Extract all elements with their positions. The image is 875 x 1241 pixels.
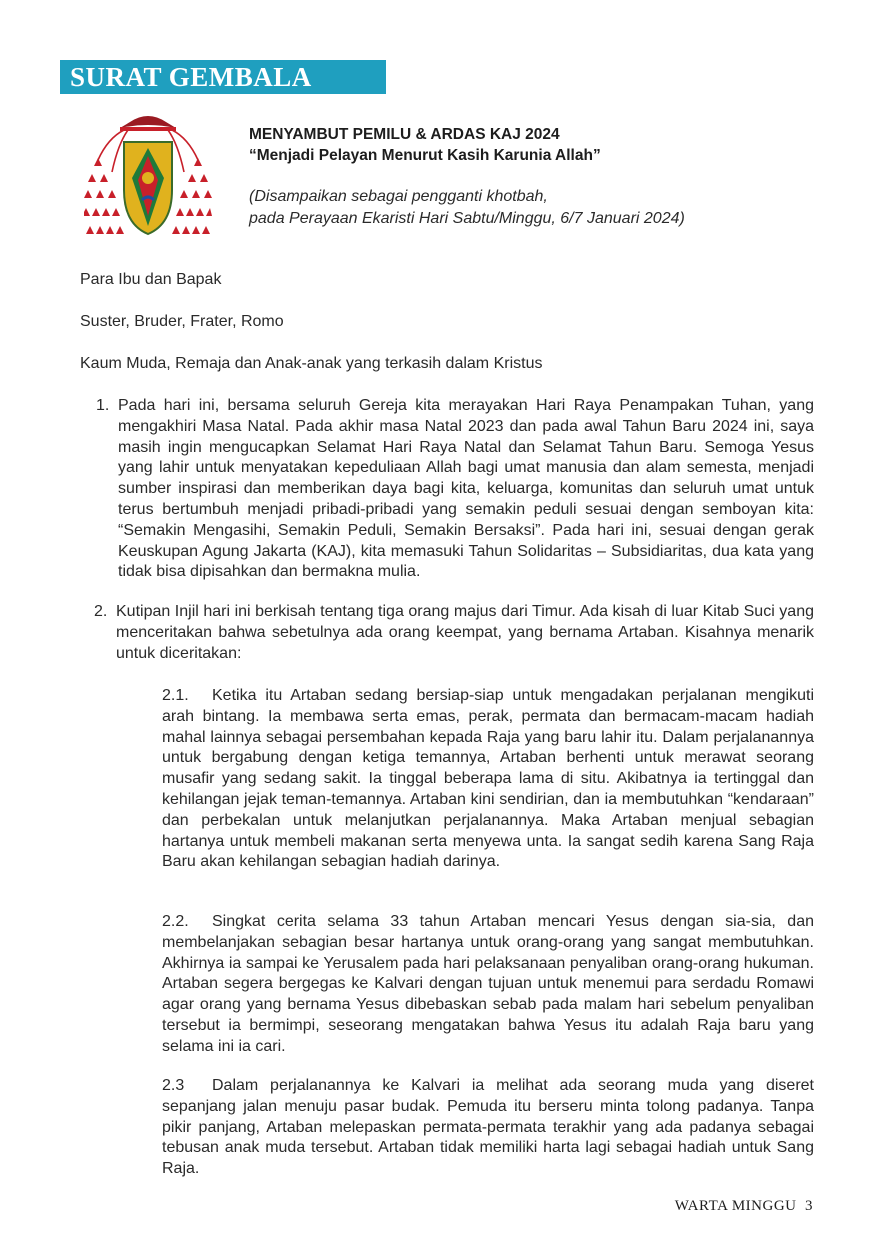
section-banner — [60, 60, 386, 94]
subpoint-text: Ketika itu Artaban sedang bersiap-siap untuk mengadakan perjalanan mengikuti arah bintang. Ia membawa serta emas, perak, permata dan bermacam-macam hadiah mahal lainnya sebagai persembahan kepada Raja yang baru lahir itu. Dalam perjalanannya untuk bergabung dengan ketiga temannya, Artaban berhenti untuk merawat seorang musafir yang sedang sakit. Ia tinggal beberapa lama di situ. Akibatnya ia tertinggal dan kehilangan jejak teman-temannya. Artaban kini sendirian, dan ia membutuhkan “kendaraan” dan perbekalan untuk melanjutkan perjalanannya. Maka Artaban menjual sebagian hartanya untuk membeli makanan serta menyewa unta. Ia sangat sedih karena Sang Raja Baru akan kehilangan sebagian hadiah darinya. — [162, 687, 814, 871]
subpoint-2-1 — [162, 686, 814, 873]
point-number: 2. — [94, 603, 108, 620]
greeting-1: Para Ibu dan Bapak — [80, 271, 222, 288]
page-number: 3 — [805, 1198, 813, 1214]
subpoint-text: Dalam perjalanannya ke Kalvari ia melihat ada seorang muda yang diseret sepanjang jalan menuju pasar budak. Pemuda itu berseru minta tolong padanya. Tanpa pikir panjang, Artaban melepaskan permata-permata terakhir yang ada padanya sebagai tebusan anak muda tersebut. Artaban tidak memiliki harta lagi sebagai hadiah untuk Sang Raja. — [162, 1077, 814, 1178]
point-1 — [96, 396, 814, 583]
point-number: 1. — [96, 397, 110, 414]
section-title: SURAT GEMBALA — [70, 62, 312, 92]
subpoint-2-3 — [162, 1076, 814, 1180]
subpoint-2-2 — [162, 912, 814, 1058]
point-text: Pada hari ini, bersama seluruh Gereja kita merayakan Hari Raya Penampakan Tuhan, yang mengakhiri Masa Natal. Pada akhir masa Natal 2023 dan pada awal Tahun Baru 2024 ini, saya masih ingin mengucapkan Selamat Hari Raya Natal dan Selamat Tahun Baru. Semoga Yesus yang lahir untuk menyatakan kepeduliaan Allah bagi umat manusia dan alam semesta, menjadi sumber inspirasi dan memberikan daya bagi kita, keluarga, komunitas dan seluruh umat untuk terus bertumbuh menjadi pribadi-pribadi yang semakin peduli sesuai dengan semboyan kita: “Semakin Mengasihi, Semakin Peduli, Semakin Bersaksi”. Pada hari ini, sesuai dengan gerak Keuskupan Agung Jakarta (KAJ), kita memasuki Tahun Solidaritas – Subsidiaritas, dua kata yang tidak bisa dipisahkan dan bermakna mulia. — [118, 397, 814, 581]
header-note-line2: pada Perayaan Ekaristi Hari Sabtu/Minggu, 6/7 Januari 2024) — [249, 210, 685, 227]
point-text: Kutipan Injil hari ini berkisah tentang tiga orang majus dari Timur. Ada kisah di luar Kitab Suci yang menceritakan bahwa sebetulnya ada orang keempat, yang bernama Artaban. Kisahnya menarik untuk diceritakan: — [116, 603, 814, 662]
subpoint-number: 2.2. — [162, 913, 189, 930]
coat-of-arms-icon — [84, 108, 212, 242]
letter-header — [249, 124, 829, 230]
header-title: MENYAMBUT PEMILU & ARDAS KAJ 2024 — [249, 126, 560, 143]
subpoint-number: 2.1. — [162, 687, 189, 704]
subpoint-text: Singkat cerita selama 33 tahun Artaban mencari Yesus dengan sia-sia, dan membelanjakan sebagian besar hartanya untuk orang-orang yang sangat membutuhkan. Akhirnya ia sampai ke Yerusalem pada hari pelaksanaan penyaliban orang-orang hukuman. Artaban segera bergegas ke Kalvari dengan tujuan untuk menemui para serdadu Romawi agar orang yang bernama Yesus dibebaskan sebab pada malam hari sebelum penyaliban tersebut ia bermimpi, seseorang mengatakan bahwa Yesus itu adalah Raja baru yang selama ini ia cari. — [162, 913, 814, 1055]
header-subtitle: “Menjadi Pelayan Menurut Kasih Karunia Allah” — [249, 147, 601, 164]
greeting-2: Suster, Bruder, Frater, Romo — [80, 313, 284, 330]
header-note-line1: (Disampaikan sebagai pengganti khotbah, — [249, 188, 548, 205]
footer-label: WARTA MINGGU — [674, 1198, 797, 1214]
point-2 — [94, 602, 814, 664]
greeting-3: Kaum Muda, Remaja dan Anak-anak yang terkasih dalam Kristus — [80, 355, 543, 372]
page-footer — [675, 1198, 813, 1215]
subpoint-number: 2.3 — [162, 1077, 185, 1094]
